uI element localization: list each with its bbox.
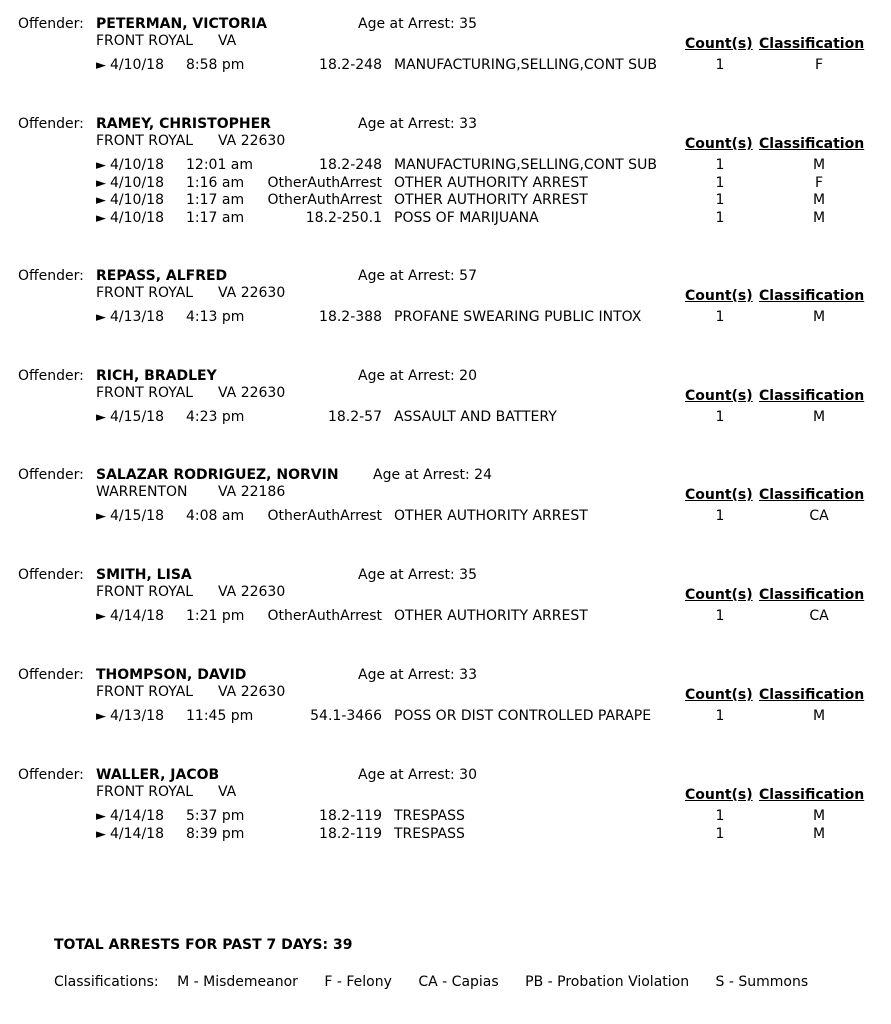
charge-row [0,808,891,826]
charge-date: 4/10/18 [110,192,164,208]
offender-city: FRONT ROYAL [96,33,194,49]
count-header: Count(s) [685,487,753,503]
bullet-arrow-icon: ► [96,210,106,226]
count-header: Count(s) [685,136,753,152]
charge-classification: M [812,209,826,226]
offender-state-zip: VA 22630 [218,385,286,401]
offender-name: REPASS, ALFRED [96,268,228,284]
charge-code: 18.2-119 [319,825,382,842]
charge-count: 1 [715,608,725,624]
charge-row [0,826,891,844]
charge-time: 8:58 pm [186,57,245,73]
charge-code: 18.2-248 [319,57,382,73]
charge-count: 1 [715,192,725,208]
classification-header: Classification [759,487,865,503]
age-value: 35 [459,567,477,583]
charge-count: 1 [715,508,725,524]
classification-header: Classification [759,288,865,304]
charge-row [0,508,891,526]
charge-time: 1:17 am [186,209,245,226]
charge-description: POSS OR DIST CONTROLLED PARAPE [394,708,652,724]
offender-state-zip: VA 22186 [218,484,286,500]
charge-row [0,309,891,327]
charge-classification: CA [809,608,829,624]
charge-description: OTHER AUTHORITY ARREST [394,192,588,208]
offender-label: Offender: [18,268,84,284]
age-value: 33 [459,116,477,132]
offender-state-zip: VA 22630 [218,584,286,600]
charge-classification: M [812,708,826,724]
charge-time: 1:21 pm [186,608,245,624]
charge-row [0,175,891,193]
charge-description: POSS OF MARIJUANA [394,209,539,226]
charge-time: 8:39 pm [186,825,245,842]
classifications-legend [54,974,830,991]
offender-state-zip: VA 22630 [218,133,286,149]
charge-description: OTHER AUTHORITY ARREST [394,608,588,624]
classification-header: Classification [759,587,865,603]
offender-label: Offender: [18,567,84,583]
count-header: Count(s) [685,587,753,603]
charge-row [0,192,891,210]
charge-row [0,210,891,228]
charge-date: 4/10/18 [110,209,164,226]
age-label: Age at Arrest: [358,116,455,132]
charge-code: 18.2-57 [327,409,382,425]
bullet-arrow-icon: ► [96,175,106,191]
charge-classification: CA [809,508,829,524]
charge-date: 4/13/18 [110,708,164,724]
offender-state-zip: VA [218,784,237,800]
offender-label: Offender: [18,16,84,32]
age-label: Age at Arrest: [358,767,455,783]
charge-code: 54.1-3466 [310,708,382,724]
charge-date: 4/14/18 [110,808,164,824]
age-label: Age at Arrest: [358,567,455,583]
offender-label: Offender: [18,467,84,483]
offender-city: FRONT ROYAL [96,385,194,401]
offender-name: THOMPSON, DAVID [96,667,247,683]
charge-count: 1 [715,157,725,173]
offender-label: Offender: [18,116,84,132]
charge-code: OtherAuthArrest [267,174,382,191]
charge-code: 18.2-248 [319,157,382,173]
legend-label: Classifications: [54,974,159,990]
legend-item: S - Summons [715,974,809,990]
charge-row [0,409,891,427]
age-at-arrest [358,268,477,285]
offender-label: Offender: [18,368,84,384]
offender-city: FRONT ROYAL [96,285,194,301]
bullet-arrow-icon: ► [96,310,106,325]
classification-header: Classification [759,136,865,152]
charge-description: PROFANE SWEARING PUBLIC INTOX [394,309,642,325]
bullet-arrow-icon: ► [96,609,106,624]
charge-classification: M [812,157,826,173]
charge-date: 4/14/18 [110,825,164,842]
charge-date: 4/10/18 [110,174,164,191]
charge-count: 1 [715,708,725,724]
count-header: Count(s) [685,36,753,52]
bullet-arrow-icon: ► [96,809,106,824]
charge-time: 1:17 am [186,192,245,208]
charge-count: 1 [715,825,725,842]
offender-state-zip: VA 22630 [218,285,286,301]
age-value: 24 [474,467,492,483]
age-label: Age at Arrest: [358,16,455,32]
classification-header: Classification [759,388,865,404]
offender-name: WALLER, JACOB [96,767,220,783]
charge-date: 4/15/18 [110,508,164,524]
legend-item: F - Felony [324,974,392,990]
legend-item: PB - Probation Violation [525,974,690,990]
charge-row [0,608,891,626]
charge-count: 1 [715,808,725,824]
age-value: 35 [459,16,477,32]
age-at-arrest [358,767,477,784]
charge-date: 4/13/18 [110,309,164,325]
offender-city: FRONT ROYAL [96,684,194,700]
age-at-arrest [373,467,492,484]
charge-date: 4/10/18 [110,157,164,173]
offender-name: RAMEY, CHRISTOPHER [96,116,271,132]
charge-time: 11:45 pm [186,708,254,724]
offender-name: PETERMAN, VICTORIA [96,16,267,32]
total-value: 39 [332,937,353,953]
bullet-arrow-icon: ► [96,410,106,425]
bullet-arrow-icon: ► [96,58,106,73]
age-at-arrest [358,116,477,133]
count-header: Count(s) [685,687,753,703]
charge-code: 18.2-250.1 [305,209,382,226]
charge-time: 4:08 am [186,508,245,524]
charge-description: MANUFACTURING,SELLING,CONT SUB [394,57,657,73]
charge-code: 18.2-388 [319,309,382,325]
charge-classification: M [812,309,826,325]
offender-label: Offender: [18,667,84,683]
charge-time: 1:16 am [186,174,245,191]
bullet-arrow-icon: ► [96,193,106,208]
age-at-arrest [358,368,477,385]
charge-count: 1 [715,409,725,425]
charge-classification: F [814,57,824,73]
charge-row [0,57,891,75]
charge-time: 5:37 pm [186,808,245,824]
charge-row [0,708,891,726]
age-at-arrest [358,667,477,684]
charge-row [0,157,891,175]
charge-code: OtherAuthArrest [267,192,382,208]
age-value: 33 [459,667,477,683]
charge-count: 1 [715,57,725,73]
age-label: Age at Arrest: [373,467,470,483]
charge-description: OTHER AUTHORITY ARREST [394,508,588,524]
charge-classification: M [812,808,826,824]
offender-city: FRONT ROYAL [96,133,194,149]
bullet-arrow-icon: ► [96,826,106,842]
charge-date: 4/15/18 [110,409,164,425]
count-header: Count(s) [685,787,753,803]
age-value: 30 [459,767,477,783]
classification-header: Classification [759,36,865,52]
bullet-arrow-icon: ► [96,709,106,724]
age-label: Age at Arrest: [358,268,455,284]
charge-description: TRESPASS [394,825,465,842]
charge-description: TRESPASS [394,808,465,824]
charge-classification: M [812,825,826,842]
charge-time: 4:23 pm [186,409,245,425]
age-at-arrest [358,567,477,584]
charge-code: OtherAuthArrest [267,608,382,624]
classification-header: Classification [759,787,865,803]
charge-classification: F [814,174,824,191]
offender-city: FRONT ROYAL [96,784,194,800]
offender-label: Offender: [18,767,84,783]
charge-description: OTHER AUTHORITY ARREST [394,174,588,191]
bullet-arrow-icon: ► [96,158,106,173]
offender-name: SMITH, LISA [96,567,192,583]
age-value: 20 [459,368,477,384]
offender-state-zip: VA [218,33,237,49]
charge-code: OtherAuthArrest [267,508,382,524]
charge-count: 1 [715,174,725,191]
charge-date: 4/14/18 [110,608,164,624]
age-at-arrest [358,16,477,33]
legend-item: M - Misdemeanor [177,974,298,990]
charge-time: 4:13 pm [186,309,245,325]
charge-count: 1 [715,309,725,325]
age-label: Age at Arrest: [358,368,455,384]
total-label: TOTAL ARRESTS FOR PAST 7 DAYS: [54,937,329,953]
charge-description: MANUFACTURING,SELLING,CONT SUB [394,157,657,173]
count-header: Count(s) [685,288,753,304]
offender-name: RICH, BRADLEY [96,368,217,384]
classification-header: Classification [759,687,865,703]
age-value: 57 [459,268,477,284]
charge-classification: M [812,409,826,425]
offender-city: FRONT ROYAL [96,584,194,600]
offender-state-zip: VA 22630 [218,684,286,700]
count-header: Count(s) [685,388,753,404]
bullet-arrow-icon: ► [96,509,106,524]
charge-count: 1 [715,209,725,226]
charge-date: 4/10/18 [110,57,164,73]
age-label: Age at Arrest: [358,667,455,683]
offender-city: WARRENTON [96,484,188,500]
offender-name: SALAZAR RODRIGUEZ, NORVIN [96,467,339,483]
charge-time: 12:01 am [186,157,254,173]
total-arrests [54,937,352,954]
charge-description: ASSAULT AND BATTERY [394,409,557,425]
charge-code: 18.2-119 [319,808,382,824]
charge-classification: M [812,192,826,208]
legend-item: CA - Capias [418,974,499,990]
